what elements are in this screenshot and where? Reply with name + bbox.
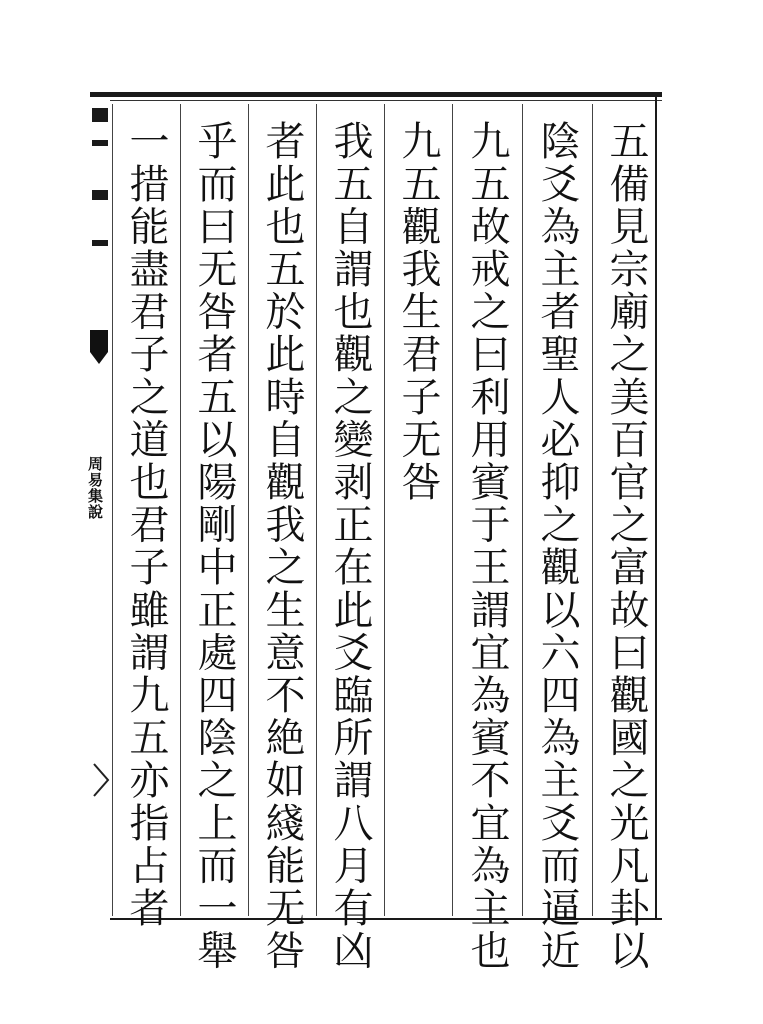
- column-divider: [452, 104, 453, 916]
- fold-title: 周易集說: [86, 456, 104, 520]
- fold-mark: [92, 190, 108, 200]
- column-divider: [592, 104, 593, 916]
- right-border-rule: [655, 97, 657, 919]
- text-column-3: 九五故戒之曰利用賓于王謂宜為賓不宜為主也: [464, 120, 510, 972]
- column-divider: [316, 104, 317, 916]
- fold-mark-top: [92, 108, 108, 122]
- column-divider: [522, 104, 523, 916]
- fold-lower-mark-icon: [92, 760, 110, 800]
- text-column-7: 乎而曰无咎者五以陽剛中正處四陰之上而一舉: [191, 120, 237, 972]
- column-divider: [112, 104, 113, 916]
- text-column-5: 我五自謂也觀之變剥正在此爻臨所謂八月有凶: [327, 120, 373, 972]
- column-divider: [248, 104, 249, 916]
- text-column-6: 者此也五於此時自觀我之生意不絶如綫能无咎: [259, 120, 305, 972]
- text-column-8: 一措能盡君子之道也君子雖謂九五亦指占者: [123, 120, 169, 930]
- top-border-rule: [90, 92, 662, 97]
- text-column-4-heading: 九五觀我生君子无咎: [395, 120, 441, 504]
- top-inner-rule: [110, 100, 662, 101]
- text-column-2: 陰爻為主者聖人必抑之觀以六四為主爻而逼近: [534, 120, 580, 972]
- column-divider: [180, 104, 181, 916]
- text-column-1: 五備見宗廟之美百官之富故曰觀國之光凡卦以: [603, 120, 649, 972]
- fish-tail-mark-icon: [90, 330, 110, 370]
- column-divider: [384, 104, 385, 916]
- fold-mark: [92, 240, 108, 246]
- fold-mark: [92, 140, 108, 146]
